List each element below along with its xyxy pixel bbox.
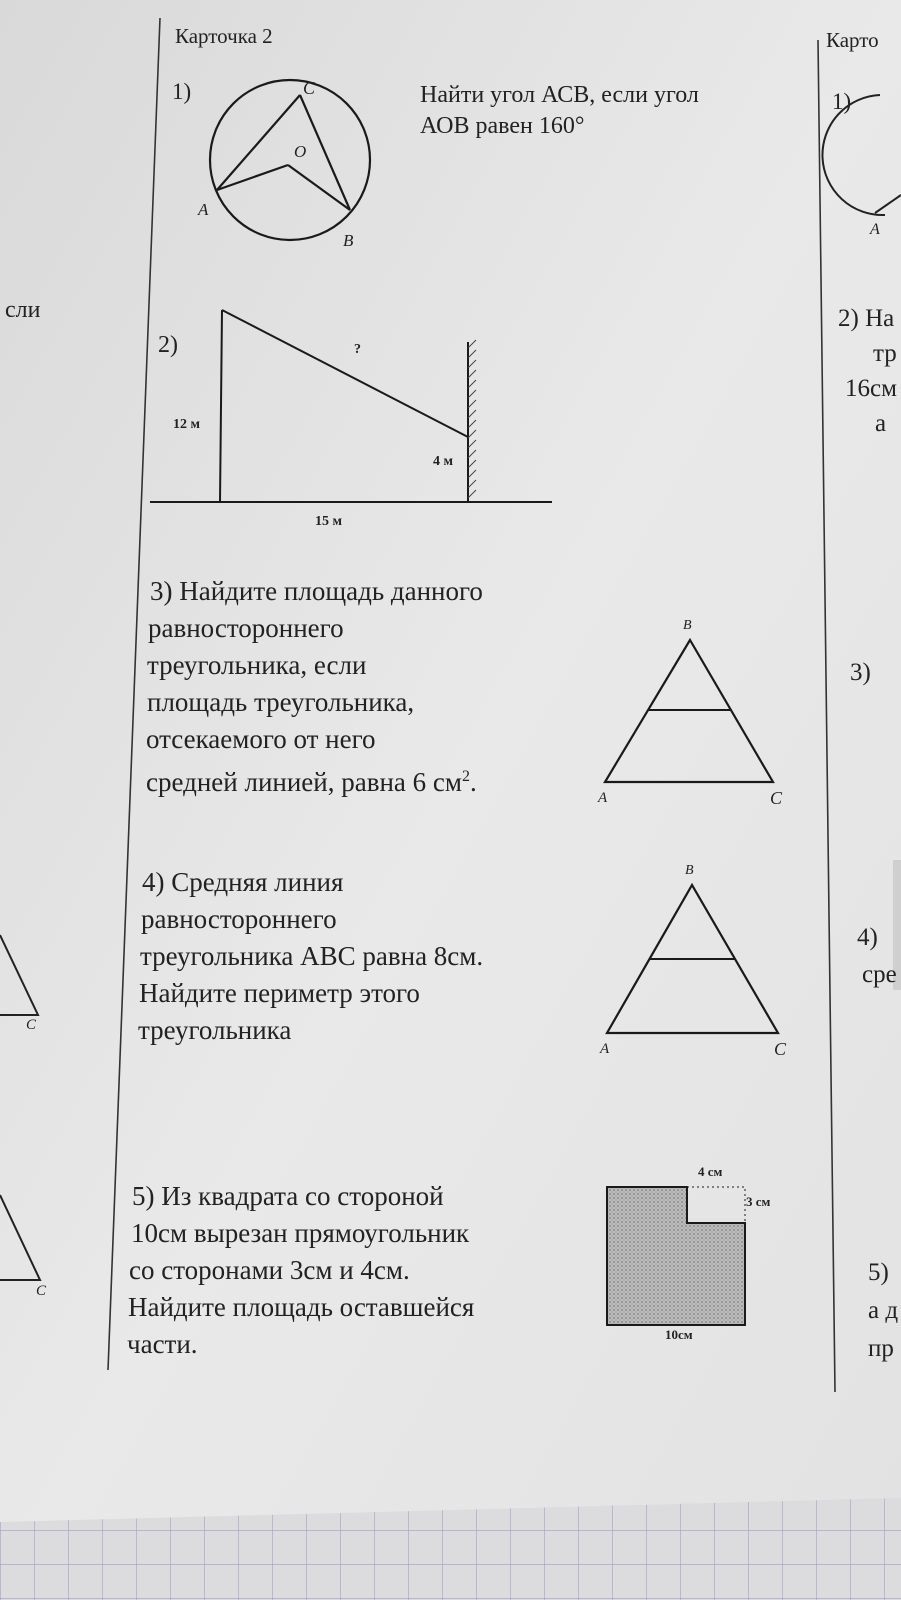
task5-line: части. — [127, 1329, 198, 1359]
task2-number: 2) — [158, 332, 178, 358]
card-title: Карточка 2 — [175, 24, 273, 48]
rope — [222, 310, 468, 437]
task1-text-line2: АОВ равен 160° — [420, 113, 585, 139]
right-task5-line: пр — [868, 1335, 894, 1362]
task2-height-left-label: 12 м — [173, 417, 201, 432]
task3-line: равностороннего — [148, 613, 344, 643]
task3-label-c: C — [770, 788, 783, 808]
task4-line: треугольника — [138, 1015, 292, 1045]
right-card-title: Карто — [826, 28, 879, 52]
task4-line: 4) Средняя линия — [142, 867, 344, 897]
task3-sup: 2 — [461, 768, 470, 785]
cut-rectangle-outline — [687, 1187, 745, 1223]
task3-line: отсекаемого от него — [146, 724, 376, 754]
task1-circle-figure — [200, 80, 390, 260]
task4-line: треугольника АВС равна 8см. — [140, 941, 484, 971]
task3-last-line — [146, 758, 477, 801]
left-fragment-label-c: C — [36, 1283, 47, 1299]
task2-base-label: 15 м — [315, 514, 343, 529]
circle — [210, 80, 370, 240]
task5-label-side: 3 см — [746, 1194, 771, 1209]
task5-label-top: 4 см — [698, 1164, 723, 1179]
task2-pole-wall-figure — [150, 300, 560, 515]
right-task3-number: 3) — [850, 659, 871, 686]
task3-period: . — [469, 767, 477, 797]
task4-triangle-figure — [602, 880, 792, 1040]
remaining-area — [607, 1187, 745, 1325]
tall-pole — [220, 310, 222, 502]
task3-line: площадь треугольника, — [147, 687, 415, 717]
right-task4-line: 4) — [857, 924, 878, 951]
task2-height-right-label: 4 м — [433, 454, 454, 469]
left-fragment-word: сли — [5, 297, 41, 323]
task1-label-a: A — [198, 200, 209, 219]
task1-text-line1: Найти угол АСВ, если угол — [420, 82, 699, 108]
right-task4-line: сре — [862, 961, 897, 988]
task5-line: 5) Из квадрата со стороной — [132, 1181, 444, 1211]
left-fragment-label-c: C — [26, 1017, 37, 1033]
right-task1-number: 1) — [832, 89, 852, 114]
task5-line: со сторонами 3см и 4см. — [129, 1255, 410, 1285]
task3-last-line-text: средней линией, равна 6 см — [146, 767, 462, 797]
right-label-a: A — [870, 221, 880, 238]
right-task2-line: 16см — [845, 375, 897, 402]
task5-line: 10см вырезан прямоугольник — [131, 1218, 470, 1248]
task1-label-b: B — [343, 231, 354, 250]
right-task5-line: 5) — [868, 1259, 889, 1286]
task5-square-figure — [605, 1185, 755, 1345]
right-task5-line: а д — [868, 1297, 899, 1324]
task4-line: Найдите периметр этого — [139, 978, 420, 1008]
task3-line: 3) Найдите площадь данного — [150, 576, 483, 606]
task3-label-a: A — [598, 790, 608, 806]
task1-label-c: C — [303, 78, 316, 98]
right-task2-line: 2) На — [838, 305, 895, 332]
task2-question-mark: ? — [354, 342, 361, 357]
task4-label-b: B — [685, 863, 694, 878]
task1-number: 1) — [172, 79, 192, 104]
task5-label-bottom: 10см — [665, 1327, 693, 1342]
task5-line: Найдите площадь оставшейся — [128, 1292, 475, 1322]
task3-label-b: B — [683, 618, 692, 633]
right-task2-line: тр — [873, 340, 897, 367]
right-task2-line: а — [875, 410, 887, 437]
task1-label-o: O — [294, 142, 307, 161]
task3-triangle-figure — [600, 635, 790, 795]
task4-label-c: C — [774, 1039, 787, 1059]
task4-label-a: A — [600, 1041, 610, 1057]
task4-line: равностороннего — [141, 904, 337, 934]
task3-line: треугольника, если — [147, 650, 367, 680]
